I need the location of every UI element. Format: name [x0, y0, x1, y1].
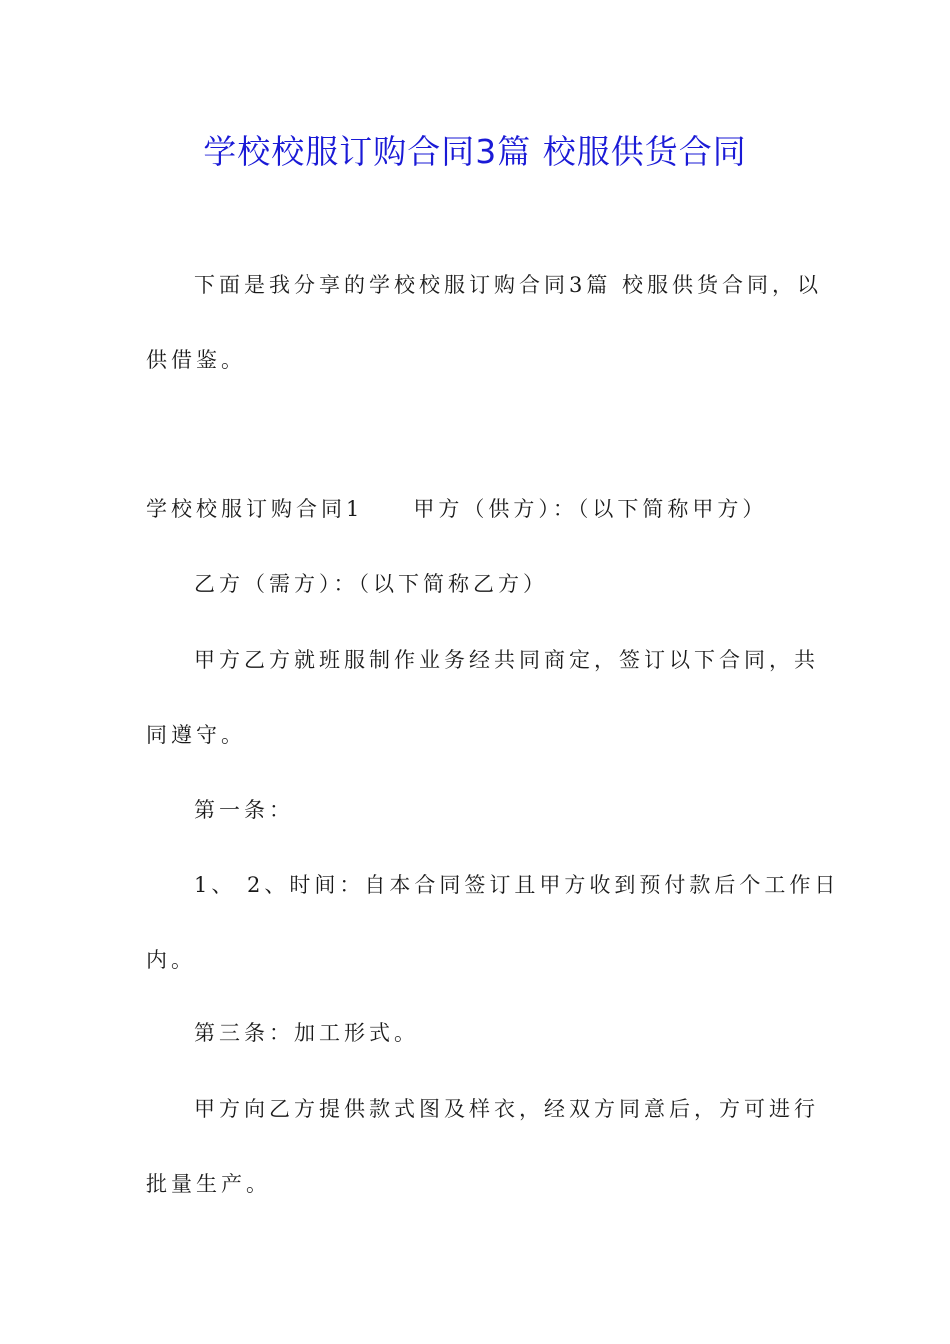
time-clause-line-2: 内。	[146, 948, 196, 972]
time-clause-line-1: 1、 2、时间：自本合同签订且甲方收到预付款后个工作日	[194, 873, 840, 897]
paragraph-intro-line-1: 下面是我分享的学校校服订购合同3篇 校服供货合同，以	[194, 273, 823, 297]
article-three-heading: 第三条：加工形式。	[194, 1021, 419, 1045]
processing-clause-line-1: 甲方向乙方提供款式图及样衣，经双方同意后，方可进行	[194, 1097, 819, 1121]
document-title: 学校校服订购合同3篇 校服供货合同	[203, 132, 747, 171]
article-one-heading: 第一条：	[194, 798, 294, 822]
agreement-line-1: 甲方乙方就班服制作业务经共同商定，签订以下合同，共	[194, 648, 819, 672]
party-b-line: 乙方（需方）：（以下简称乙方）	[194, 572, 548, 596]
agreement-line-2: 同遵守。	[146, 723, 246, 747]
paragraph-intro-line-2: 供借鉴。	[146, 348, 246, 372]
processing-clause-line-2: 批量生产。	[146, 1172, 271, 1196]
contract-heading-party-a: 学校校服订购合同1 甲方（供方）：（以下简称甲方）	[146, 497, 768, 521]
